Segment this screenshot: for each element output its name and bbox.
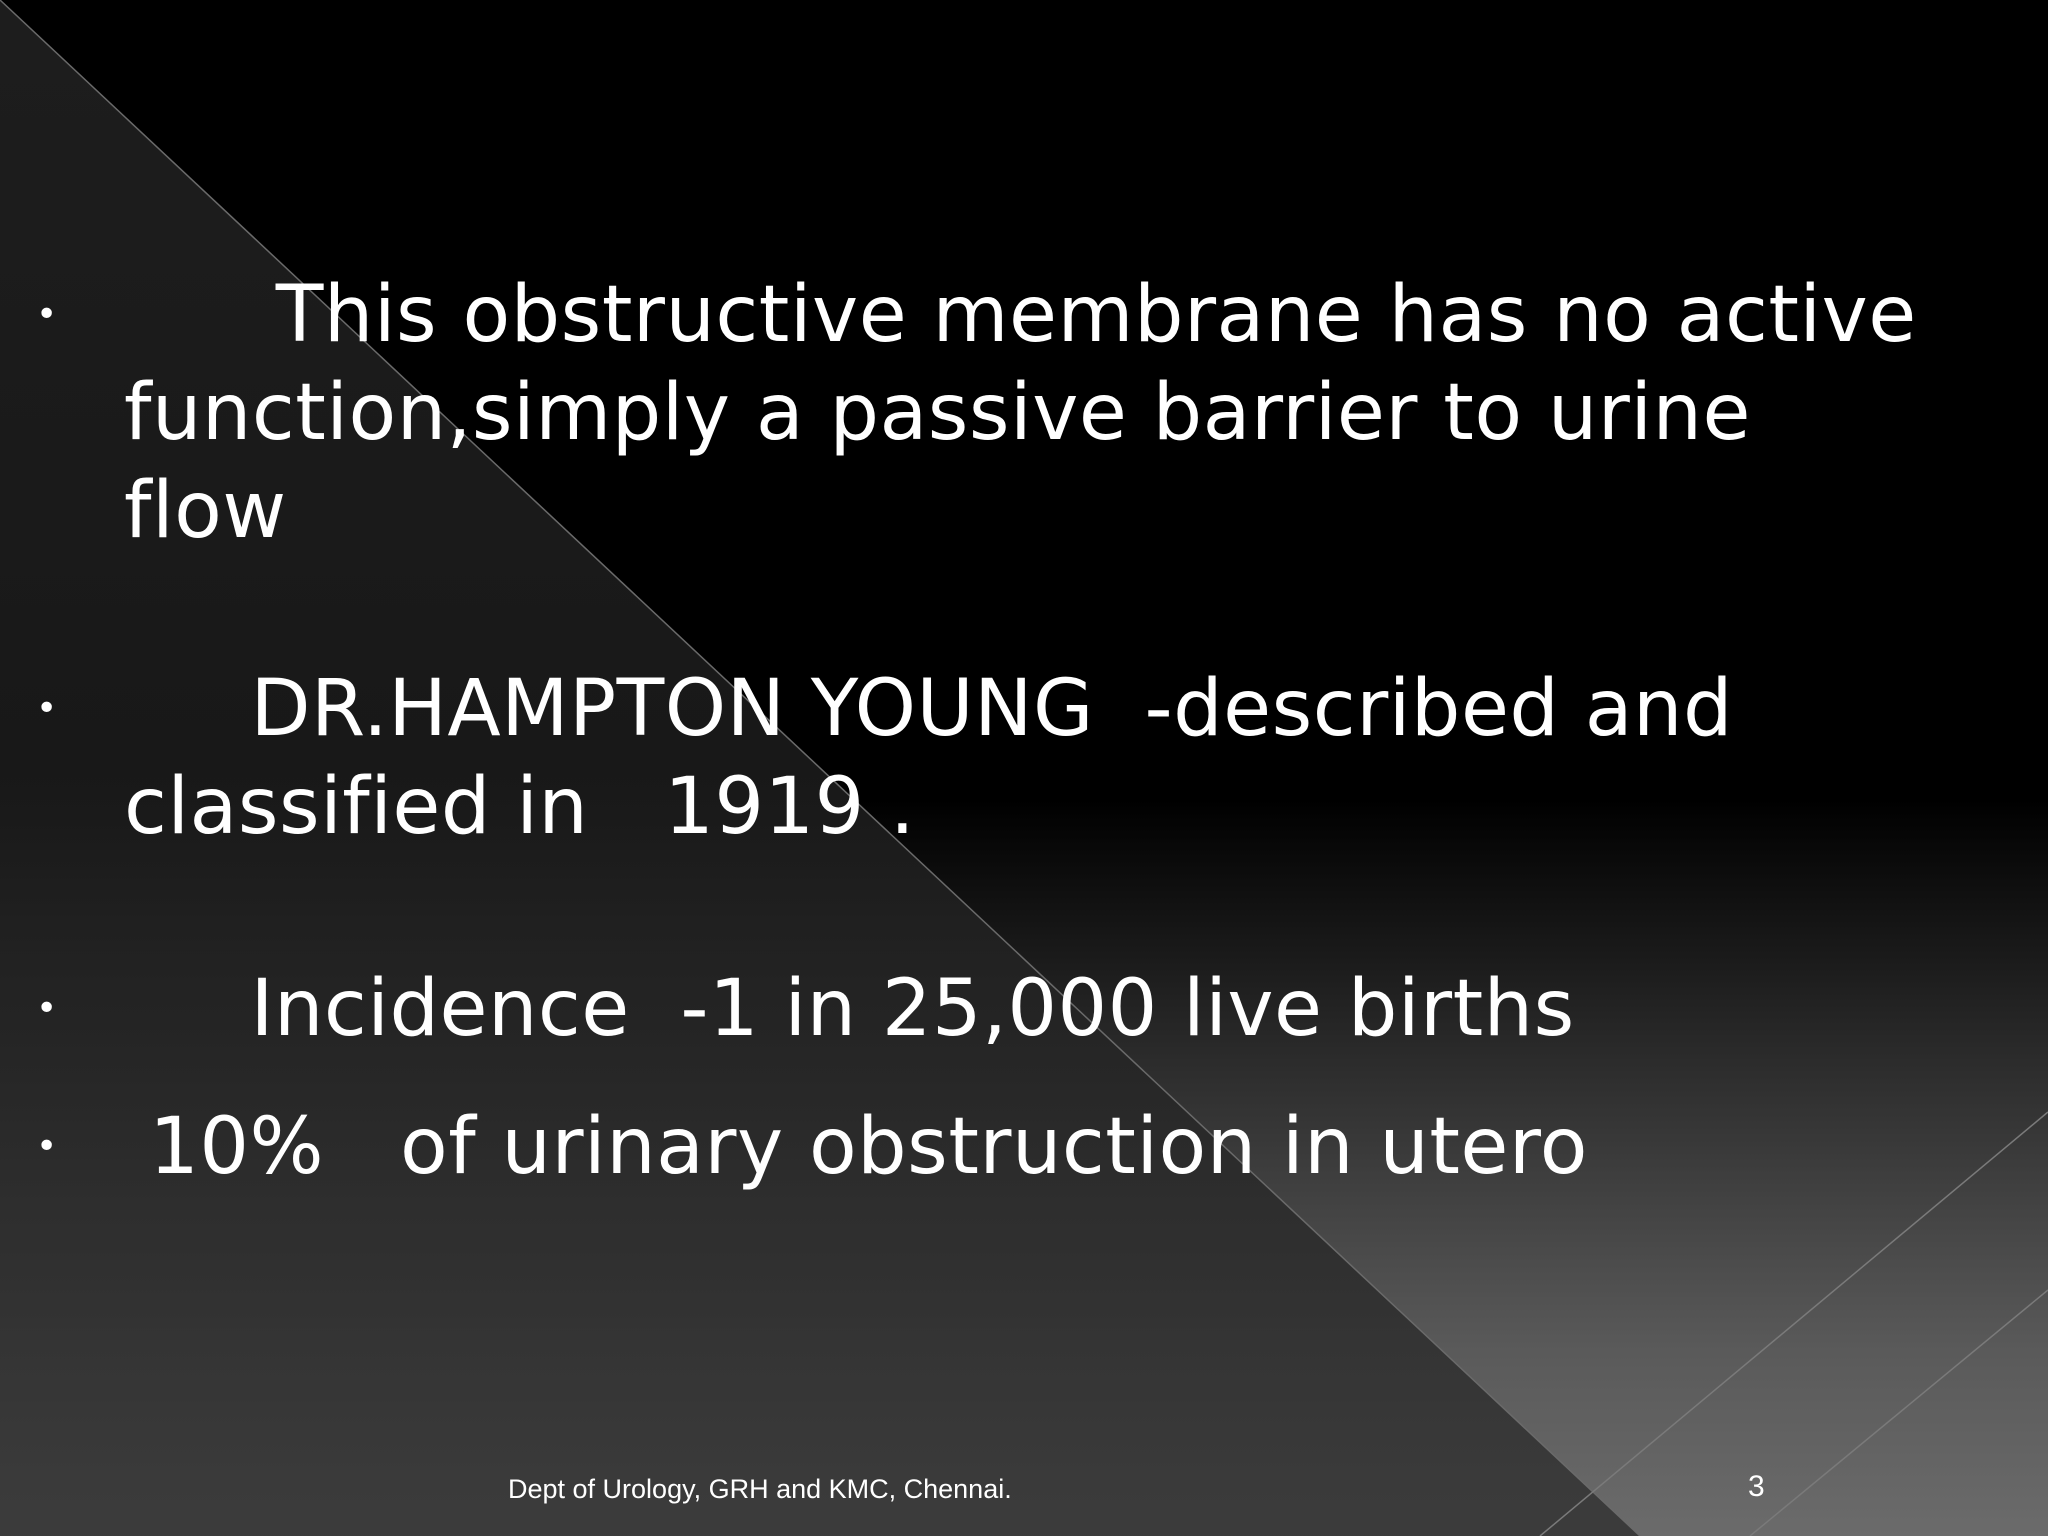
bullet-dot: •	[36, 1126, 58, 1167]
bullet-dot: •	[36, 294, 58, 335]
bullet-dot: •	[36, 988, 58, 1029]
bullet-text: DR.HAMPTON YOUNG -described and classified in 1919 .	[124, 664, 1733, 852]
bullet-dot: •	[36, 688, 58, 729]
bullet-text: This obstructive membrane has no active function,simply a passive barrier to urine flow	[124, 270, 1917, 556]
bullet-text: Incidence -1 in 25,000 live births	[124, 964, 1575, 1054]
bullet-text: 10% of urinary obstruction in utero	[124, 1102, 1588, 1192]
slide-footer: Dept of Urology, GRH and KMC, Chennai.	[508, 1474, 1012, 1504]
page-number: 3	[1748, 1470, 1765, 1503]
